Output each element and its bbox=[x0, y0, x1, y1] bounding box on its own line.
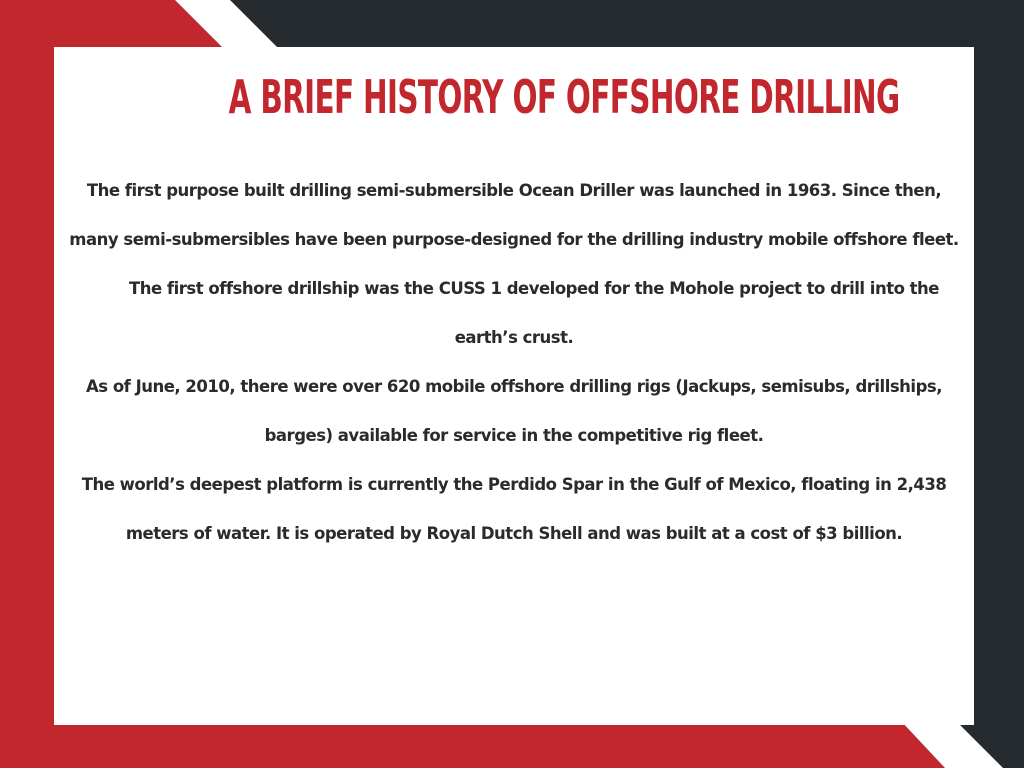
red-bottom-band bbox=[0, 720, 945, 768]
content-card bbox=[54, 47, 974, 725]
paragraph-rig-fleet: As of June, 2010, there were over 620 mobile offshore drilling rigs (Jackups, semisubs, drillships, barges) available for service in the competitive rig fleet. bbox=[86, 377, 942, 445]
paragraph-perdido-spar: The world’s deepest platform is currently the Perdido Spar in the Gulf of Mexico, floating in 2,438 meters of water. It is operated by Royal Dutch Shell and was built at a cost of $3 billion. bbox=[81, 475, 947, 543]
slide-body bbox=[68, 166, 960, 558]
paragraph-ocean-driller: The first purpose built drilling semi-submersible Ocean Driller was launched in 1963. Since then, many semi-submersibles have been purpose-designed for the drilling industry mobile offshore fleet. bbox=[69, 181, 959, 249]
red-left-border bbox=[0, 40, 60, 768]
paragraph-cuss-1: The first offshore drillship was the CUSS 1 developed for the Mohole project to drill into the earth’s crust. bbox=[129, 279, 939, 347]
slide-title: A BRIEF HISTORY OF OFFSHORE DRILLING bbox=[228, 70, 900, 124]
